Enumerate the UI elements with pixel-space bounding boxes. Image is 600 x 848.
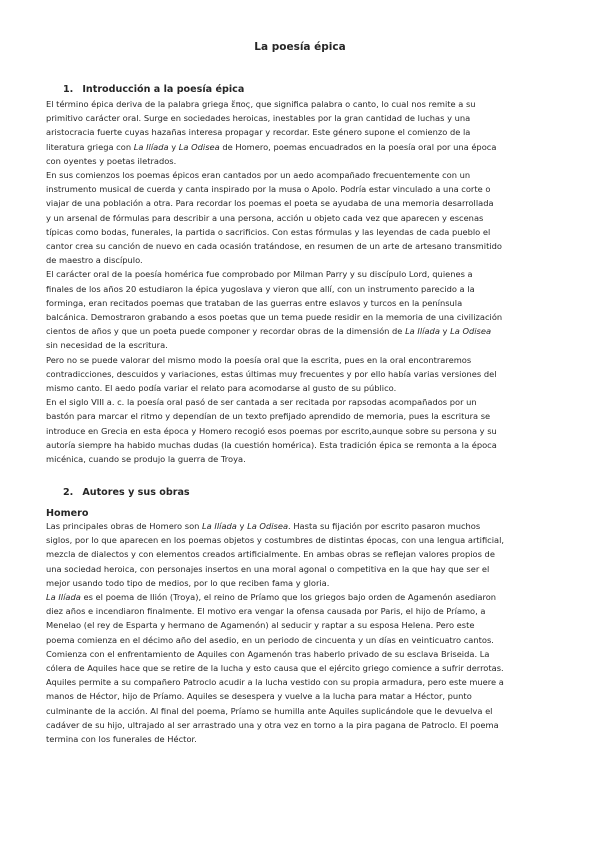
text-line: aristocracia fuerte cuyas hazañas interesa propagar y recordar. Este género supone el comienzo de la	[46, 127, 471, 138]
text-line: y un arsenal de fórmulas para describir a una persona, acción u objeto cada vez que aparecen y escenas	[46, 212, 484, 223]
paragraph	[46, 519, 558, 590]
text-line: una sociedad heroica, con personajes insertos en una moral agonal o competitiva en la que hay que ser el	[46, 563, 490, 574]
text-line: El carácter oral de la poesía homérica fue comprobado por Milman Parry y su discípulo Lord, quienes a	[46, 269, 473, 280]
text-line: Las principales obras de Homero son La Ilíada y La Odisea. Hasta su fijación por escrito pasaron muchos	[46, 521, 481, 531]
text-line: En el siglo VIII a. c. la poesía oral pasó de ser cantada a ser recitada por rapsodas acompañados por un	[46, 397, 477, 408]
section-2-heading	[63, 487, 190, 498]
text-line: cólera de Aquiles hace que se retire de la lucha y esto causa que el ejército griego comience a sufrir derrotas.	[46, 663, 504, 674]
text-line: mismo canto. El aedo podía variar el relato para acomodarse al gusto de su público.	[46, 383, 397, 394]
text-line: contradicciones, descuidos y variaciones, estas últimas muy frecuentes y por ello había varias versiones del	[46, 368, 497, 379]
text-line: termina con los funerales de Héctor.	[46, 734, 197, 745]
text-line: Comienza con el enfrentamiento de Aquiles con Agamenón tras haberlo privado de su esclava Briseida. La	[46, 648, 490, 659]
text-line: cientos de años y que un poeta puede componer y recordar obras de la dimensión de La Ilíada y La Odisea	[46, 326, 492, 337]
text-line: cadáver de su hijo, ultrajado al ser arrastrado una y otra vez en torno a la pira pagana de Patroclo. El poema	[46, 719, 499, 730]
text-line: con oyentes y poetas iletrados.	[46, 155, 177, 166]
section-title: Introducción a la poesía épica	[82, 84, 245, 95]
text-line: literatura griega con La Ilíada y La Odisea de Homero, poemas encuadrados en la poesía oral por una época	[46, 141, 497, 152]
section-title: Autores y sus obras	[82, 487, 190, 498]
section-1-heading	[63, 84, 244, 95]
text-line: bastón para marcar el ritmo y dependían de un texto prefijado aprendido de memoria, pues la escritura se	[46, 411, 491, 422]
text-line: introduce en Grecia en esta época y Homero recogió esos poemas por escrito,aunque sobre su persona y su	[46, 425, 497, 436]
text-line: diez años e incendiaron finalmente. El motivo era vengar la ofensa causada por Paris, el hijo de Príamo, a	[46, 606, 486, 617]
text-line: instrumento musical de cuerda y canta inspirado por la musa o Apolo. Podría estar vinculado a una corte o	[46, 184, 491, 195]
text-line: Menelao (el rey de Esparta y hermano de Agamenón) al seducir y raptar a su esposa Helena. Pero este	[46, 620, 475, 631]
paragraph	[46, 267, 558, 352]
text-line: cantor crea su canción de nuevo en cada ocasión tratándose, en resumen de un arte de artesano transmitido	[46, 241, 502, 252]
text-line: sin necesidad de la escritura.	[46, 340, 168, 351]
text-line: mejor usando todo tipo de medios, por lo que reciben fama y gloria.	[46, 577, 330, 588]
page-title: La poesía épica	[254, 41, 346, 53]
text-line: viajar de una población a otra. Para recordar los poemas el poeta se ayudaba de una memoria desarrollada	[46, 198, 494, 209]
text-line: culminante de la acción. Al final del poema, Príamo se humilla ante Aquiles suplicándole que le devuelva el	[46, 705, 493, 716]
paragraph	[46, 168, 558, 267]
text-line: El término épica deriva de la palabra griega ἔπος, que significa palabra o canto, lo cual nos remite a su	[46, 99, 476, 109]
text-line: micénica, cuando se produjo la guerra de Troya.	[46, 454, 246, 465]
text-line: típicas como bodas, funerales, la partida o sacrificios. Con estas fórmulas y las leyendas de cada pueblo el	[46, 226, 491, 237]
text-line: de maestro a discípulo.	[46, 255, 143, 266]
text-line: autoría siempre ha habido muchas dudas (la cuestión homérica). Esta tradición épica se remonta a la época	[46, 439, 497, 450]
paragraph	[46, 590, 558, 746]
text-line: primitivo carácter oral. Surge en sociedades heroicas, inestables por la gran cantidad de luchas y una	[46, 113, 471, 124]
text-line: La Ilíada es el poema de Ilión (Troya), el reino de Príamo que los griegos bajo orden de Agamenón asediaron	[46, 592, 497, 603]
text-line: Aquiles permite a su compañero Patroclo acudir a la lucha vestido con su propia armadura, pero este muere a	[46, 677, 504, 688]
section-1-body	[46, 97, 558, 466]
text-line: finales de los años 20 estudiaron la épica yugoslava y vieron que allí, con un instrumento parecido a la	[46, 283, 475, 294]
text-line: Pero no se puede valorar del mismo modo la poesía oral que la escrita, pues en la oral encontraremos	[46, 354, 472, 365]
text-line: forminga, eran recitados poemas que trataban de las guerras entre eslavos y turcos en la península	[46, 297, 463, 308]
subsection-heading: Homero	[46, 508, 89, 519]
paragraph	[46, 97, 558, 168]
text-line: En sus comienzos los poemas épicos eran cantados por un aedo acompañado frecuentemente con un	[46, 170, 471, 181]
text-line: balcánica. Demostraron grabando a esos poetas que un tema puede residir en la memoria de una civilización	[46, 312, 503, 323]
text-line: manos de Héctor, hijo de Príamo. Aquiles se desespera y vuelve a la lucha para matar a Héctor, punto	[46, 691, 472, 702]
text-line: poema comienza en el décimo año del asedio, en un periodo de cincuenta y un días en veinticuatro cantos.	[46, 634, 494, 645]
paragraph	[46, 395, 558, 466]
text-line: mezcla de dialectos y con elementos creados artificialmente. En ambas obras se reflejan valores propios de	[46, 549, 495, 560]
section-number: 2.	[63, 487, 74, 498]
text-line: siglos, por lo que aparecen en los poemas objetos y costumbres de distintas épocas, con una lengua artificial,	[46, 535, 505, 546]
paragraph	[46, 353, 558, 396]
section-number: 1.	[63, 84, 74, 95]
section-2-body	[46, 519, 558, 746]
